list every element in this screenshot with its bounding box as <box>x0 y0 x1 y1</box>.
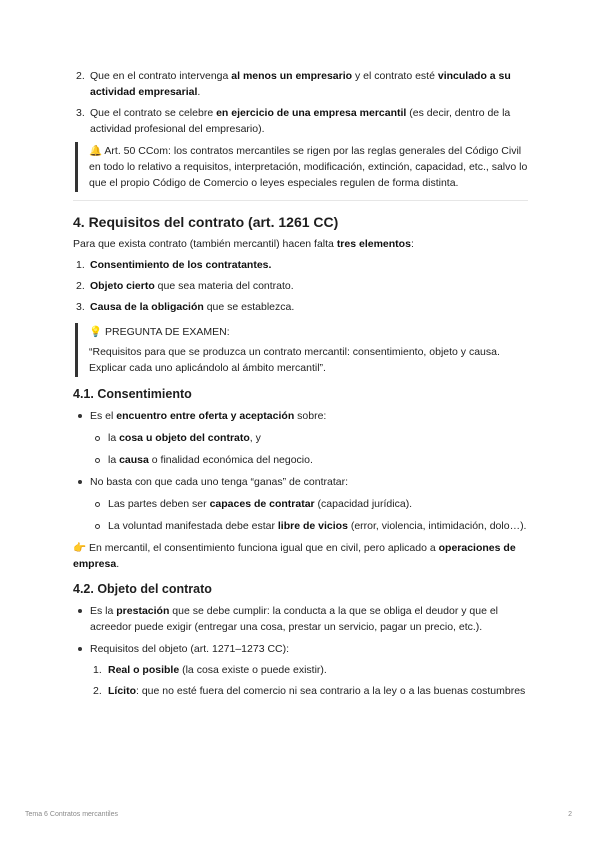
list-item: 3. Causa de la obligación que se establezca. <box>76 301 295 313</box>
list-item: 2. Objeto cierto que sea materia del contrato. <box>76 280 294 292</box>
list-number: 3. <box>76 107 85 119</box>
list-item: 2. Lícito: que no esté fuera del comercio ni sea contrario a la ley o a las buenas costumbres <box>93 685 526 697</box>
bullet-icon <box>95 524 100 529</box>
continued-list <box>73 68 528 137</box>
page-number: 2 <box>568 811 572 818</box>
article-callout <box>75 142 528 192</box>
section-intro: Para que exista contrato (también mercantil) hacen falta tres elementos: <box>73 238 414 250</box>
list-item: Las partes deben ser capaces de contratar (capacidad jurídica). <box>73 496 528 512</box>
requirements-list <box>73 257 528 315</box>
list-item: Es la prestación que se debe cumplir: la conducta a la que se obliga el deudor y que el acreedor puede exigir (entregar una cosa, prestar un servicio, pagar un precio, etc.). <box>73 603 528 635</box>
section-heading-4-1: 4.1. Consentimiento <box>73 387 192 401</box>
exam-callout <box>75 323 528 377</box>
list-item: 1. Real o posible (la cosa existe o puede existir). <box>93 664 327 676</box>
bullet-icon <box>95 502 100 507</box>
list-number: 2. <box>76 70 85 82</box>
bullet-icon <box>95 436 100 441</box>
pointing-hand-icon: 👉 <box>73 542 87 554</box>
list-item: Es el encuentro entre oferta y aceptación sobre: la cosa u objeto del contrato, y la causa o finalidad económica del negocio. <box>73 408 528 468</box>
lightbulb-icon: 💡 <box>89 326 103 338</box>
exam-label: PREGUNTA DE EXAMEN: <box>105 326 230 338</box>
list-item: la causa o finalidad económica del negocio. <box>73 452 528 468</box>
bullet-icon <box>95 458 100 463</box>
list-item: 3. Que el contrato se celebre en ejercicio de una empresa mercantil (es decir, dentro de la actividad profesional del empresario). <box>76 107 511 135</box>
bullet-icon <box>78 609 82 613</box>
sub-list <box>73 430 528 468</box>
divider <box>73 200 528 201</box>
bullet-icon <box>78 414 82 418</box>
list-item: No basta con que cada uno tenga “ganas” de contratar: Las partes deben ser capaces de contratar (capacidad jurídica). La voluntad manifestada debe estar libre de vicios (error, violencia, intimidación, dolo…). <box>73 474 528 534</box>
bullet-icon <box>78 647 82 651</box>
object-list <box>73 603 528 699</box>
bell-icon: 🔔 <box>89 145 103 157</box>
list-item: La voluntad manifestada debe estar libre de vicios (error, violencia, intimidación, dolo…). <box>73 518 528 534</box>
section-heading-4-2: 4.2. Objeto del contrato <box>73 582 212 596</box>
footer-document-title: Tema 6 Contratos mercantiles <box>25 811 118 818</box>
exam-text: “Requisitos para que se produzca un contrato mercantil: consentimiento, objeto y causa. Explicar cada uno aplicándolo al ámbito mercantil”. <box>89 346 500 374</box>
list-item: Requisitos del objeto (art. 1271–1273 CC): 1. Real o posible (la cosa existe o puede existir). 2. Lícito: que no esté fuera del comercio ni sea contrario a la ley o a las buenas costumbres <box>73 641 528 699</box>
consent-list <box>73 408 528 534</box>
consent-note: 👉 En mercantil, el consentimiento funciona igual que en civil, pero aplicado a operaciones de empresa. <box>73 542 516 570</box>
bullet-icon <box>78 480 82 484</box>
section-heading-4: 4. Requisitos del contrato (art. 1261 CC) <box>73 214 339 230</box>
list-item: 2. Que en el contrato intervenga al menos un empresario y el contrato esté vinculado a su actividad empresarial. <box>76 70 511 98</box>
sub-list <box>73 496 528 534</box>
list-item: 1. Consentimiento de los contratantes. <box>76 259 272 271</box>
sub-list <box>73 662 528 699</box>
document-page <box>73 68 528 705</box>
callout-text: Art. 50 CCom: los contratos mercantiles se rigen por las reglas generales del Código Civil en todo lo relativo a requisitos, interpretación, modificación, extinción, capacidad, etc., salvo lo que el propio Código de Comercio o leyes especiales regulen de forma distinta. <box>89 145 528 189</box>
list-item: la cosa u objeto del contrato, y <box>73 430 528 446</box>
